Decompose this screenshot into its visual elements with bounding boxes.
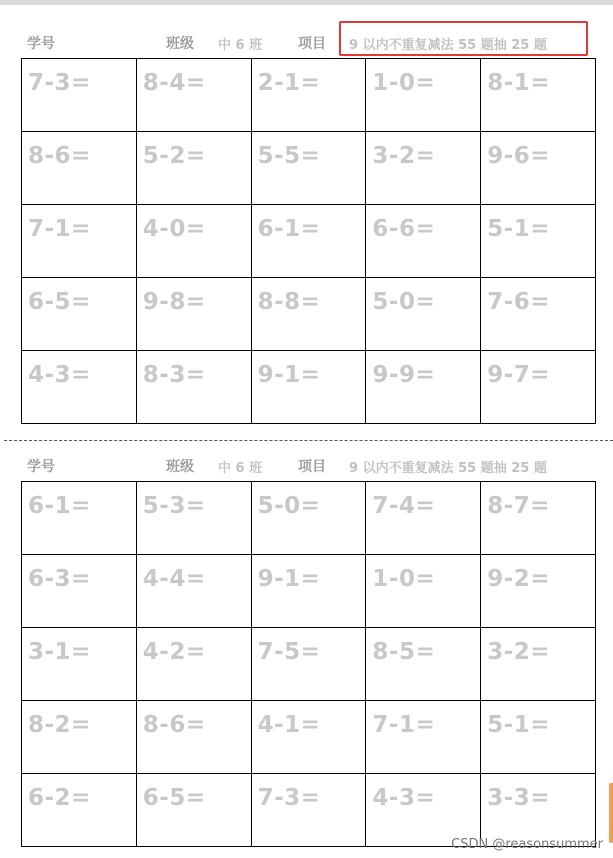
problem-text: 5-2= [142, 143, 206, 169]
problem-text: 4-0= [142, 216, 206, 242]
class-label: 班级 [166, 36, 194, 52]
problem-text: 8-5= [372, 639, 436, 665]
problem-text: 6-1= [257, 216, 321, 242]
problem-cell [481, 628, 596, 701]
project-highlight-box [339, 21, 588, 56]
problem-text: 9-6= [487, 143, 551, 169]
problem-text: 8-6= [28, 143, 91, 169]
student-number-label: 学号 [27, 459, 55, 475]
problem-text: 9-1= [257, 362, 321, 388]
top-scroll-edge [0, 0, 613, 5]
problem-text: 6-1= [28, 493, 91, 519]
problem-text: 5-1= [487, 712, 551, 738]
cut-line-divider [4, 440, 613, 441]
problem-cell [22, 351, 137, 424]
student-number-label: 学号 [27, 36, 55, 52]
problem-text: 8-6= [142, 712, 206, 738]
problem-text: 6-2= [28, 785, 91, 811]
problem-text: 9-7= [487, 362, 551, 388]
problem-cell [137, 278, 252, 351]
problem-text: 5-3= [142, 493, 206, 519]
problem-cell [366, 628, 481, 701]
problem-cell [22, 774, 137, 847]
problem-text: 7-5= [257, 639, 321, 665]
problem-cell [481, 351, 596, 424]
problem-text: 6-5= [28, 289, 91, 315]
problem-text: 8-7= [487, 493, 551, 519]
problem-text: 8-4= [142, 70, 206, 96]
problem-cell [22, 132, 137, 205]
problem-text: 4-4= [142, 566, 206, 592]
problem-cell [137, 774, 252, 847]
problem-cell [22, 628, 137, 701]
side-panel-tab[interactable] [609, 783, 613, 843]
problem-cell [366, 132, 481, 205]
problem-text: 4-1= [257, 712, 321, 738]
problem-text: 9-2= [487, 566, 551, 592]
problem-text: 5-0= [372, 289, 436, 315]
problem-cell [137, 628, 252, 701]
problem-cell [137, 482, 252, 555]
problem-cell [137, 59, 252, 132]
problem-cell [22, 205, 137, 278]
problem-cell [366, 482, 481, 555]
problem-cell [366, 205, 481, 278]
problem-text: 7-3= [28, 70, 91, 96]
project-label: 项目 [298, 459, 326, 475]
problem-text: 4-3= [372, 785, 436, 811]
problem-text: 5-5= [257, 143, 321, 169]
problem-cell [366, 59, 481, 132]
problem-text: 9-9= [372, 362, 436, 388]
problem-text: 7-6= [487, 289, 551, 315]
problem-cell [137, 555, 252, 628]
project-value: 9 以内不重复减法 55 题抽 25 题 [349, 38, 547, 53]
problem-text: 5-0= [257, 493, 321, 519]
problem-cell [481, 555, 596, 628]
problem-text: 3-1= [28, 639, 91, 665]
problem-cell [252, 774, 367, 847]
problem-text: 3-3= [487, 785, 551, 811]
problem-cell [137, 205, 252, 278]
watermark-text: CSDN @reasonsummer [451, 837, 603, 852]
sheet-2-header [22, 453, 596, 477]
problem-text: 8-1= [487, 70, 551, 96]
problem-cell [252, 59, 367, 132]
problem-cell [481, 132, 596, 205]
problem-cell [481, 482, 596, 555]
problem-text: 9-1= [257, 566, 321, 592]
problem-cell [252, 351, 367, 424]
problem-text: 8-2= [28, 712, 91, 738]
problem-cell [22, 482, 137, 555]
sheet-2-problem-grid [21, 481, 596, 847]
problem-cell [481, 59, 596, 132]
problem-text: 3-2= [487, 639, 551, 665]
problem-cell [366, 351, 481, 424]
problem-cell [252, 482, 367, 555]
problem-text: 6-3= [28, 566, 91, 592]
problem-text: 4-3= [28, 362, 91, 388]
class-label: 班级 [166, 459, 194, 475]
problem-cell [22, 278, 137, 351]
problem-cell [252, 701, 367, 774]
problem-text: 8-3= [142, 362, 206, 388]
problem-text: 3-2= [372, 143, 436, 169]
problem-text: 6-5= [142, 785, 206, 811]
problem-text: 6-6= [372, 216, 436, 242]
problem-text: 7-4= [372, 493, 436, 519]
problem-cell [137, 351, 252, 424]
problem-text: 9-8= [142, 289, 206, 315]
problem-cell [366, 278, 481, 351]
problem-text: 8-8= [257, 289, 321, 315]
problem-cell [22, 701, 137, 774]
problem-cell [137, 701, 252, 774]
problem-text: 5-1= [487, 216, 551, 242]
project-label: 项目 [298, 36, 326, 52]
problem-text: 1-0= [372, 70, 436, 96]
problem-cell [252, 278, 367, 351]
problem-cell [22, 59, 137, 132]
sheet-1-problem-grid [21, 58, 596, 424]
class-value: 中 6 班 [218, 461, 263, 476]
problem-cell [252, 205, 367, 278]
problem-cell [481, 205, 596, 278]
problem-cell [137, 132, 252, 205]
problem-cell [366, 701, 481, 774]
problem-cell [366, 555, 481, 628]
problem-cell [22, 555, 137, 628]
problem-text: 2-1= [257, 70, 321, 96]
problem-text: 7-1= [28, 216, 91, 242]
project-value: 9 以内不重复减法 55 题抽 25 题 [349, 461, 547, 476]
problem-cell [481, 278, 596, 351]
problem-cell [252, 628, 367, 701]
problem-text: 4-2= [142, 639, 206, 665]
problem-text: 7-1= [372, 712, 436, 738]
problem-text: 1-0= [372, 566, 436, 592]
problem-cell [252, 555, 367, 628]
problem-cell [481, 701, 596, 774]
problem-text: 7-3= [257, 785, 321, 811]
class-value: 中 6 班 [218, 38, 263, 53]
problem-cell [252, 132, 367, 205]
